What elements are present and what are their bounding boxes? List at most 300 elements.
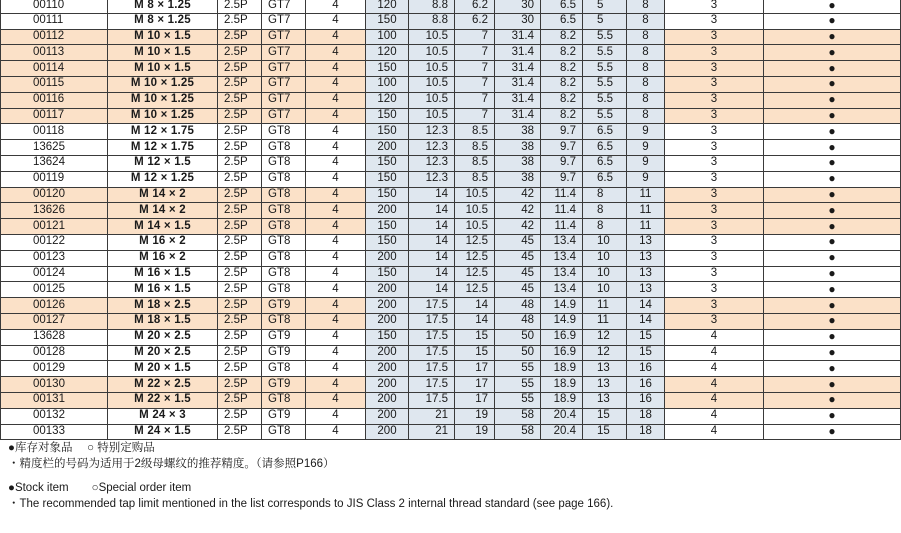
cell-flutes: 4 <box>306 108 366 124</box>
cell-grade: 3 <box>665 45 764 61</box>
cell-size: M 8 × 1.25 <box>108 13 218 29</box>
cell-dim-2: 6.2 <box>455 0 495 13</box>
cell-thread-length: 31.4 <box>495 76 541 92</box>
cell-shank: 5.5 <box>583 76 627 92</box>
cell-dim-2: 7 <box>455 29 495 45</box>
cell-code: 00115 <box>1 76 108 92</box>
cell-square: 11.4 <box>541 203 583 219</box>
cell-thread-length: 42 <box>495 219 541 235</box>
table-row <box>1 282 901 298</box>
cell-tolerance: GT8 <box>262 219 306 235</box>
cell-grade: 3 <box>665 29 764 45</box>
cell-length: 200 <box>366 361 409 377</box>
cell-square: 6.5 <box>541 13 583 29</box>
cell-length: 150 <box>366 171 409 187</box>
cell-length: 150 <box>366 61 409 77</box>
cell-square: 16.9 <box>541 345 583 361</box>
cell-dim-2: 7 <box>455 76 495 92</box>
cell-tolerance: GT7 <box>262 61 306 77</box>
cell-code: 00114 <box>1 61 108 77</box>
cell-code: 00125 <box>1 282 108 298</box>
cell-flutes: 4 <box>306 282 366 298</box>
cell-pitch: 2.5P <box>218 361 262 377</box>
cell-pitch: 2.5P <box>218 45 262 61</box>
cell-flute-length: 13 <box>627 266 665 282</box>
cell-stock: ● <box>764 171 901 187</box>
cell-grade: 3 <box>665 92 764 108</box>
table-row <box>1 408 901 424</box>
cell-length: 200 <box>366 345 409 361</box>
cell-code: 00111 <box>1 13 108 29</box>
cell-grade: 3 <box>665 187 764 203</box>
table-row <box>1 76 901 92</box>
cell-flutes: 4 <box>306 345 366 361</box>
cell-flute-length: 11 <box>627 203 665 219</box>
cell-thread-length: 38 <box>495 140 541 156</box>
cell-flutes: 4 <box>306 298 366 314</box>
cell-size: M 12 × 1.25 <box>108 171 218 187</box>
en-note: ・The recommended tap limit mentioned in the list corresponds to JIS Class 2 internal thread standard (see page 166). <box>8 498 614 510</box>
cell-thread-length: 38 <box>495 171 541 187</box>
cell-shank: 8 <box>583 187 627 203</box>
cell-length: 120 <box>366 0 409 13</box>
cell-thread-length: 31.4 <box>495 29 541 45</box>
cell-size: M 14 × 2 <box>108 203 218 219</box>
cell-grade: 3 <box>665 13 764 29</box>
cell-size: M 16 × 2 <box>108 234 218 250</box>
cell-thread-length: 50 <box>495 345 541 361</box>
cell-size: M 12 × 1.75 <box>108 140 218 156</box>
cell-flute-length: 18 <box>627 408 665 424</box>
cell-square: 9.7 <box>541 124 583 140</box>
cell-square: 8.2 <box>541 108 583 124</box>
cell-grade: 4 <box>665 345 764 361</box>
cn-note: ・精度栏的号码为适用于2级母螺纹的推荐精度。（请参照P166） <box>8 458 335 470</box>
cell-size: M 10 × 1.5 <box>108 45 218 61</box>
cell-code: 13628 <box>1 329 108 345</box>
cell-shank: 6.5 <box>583 171 627 187</box>
cell-square: 8.2 <box>541 76 583 92</box>
cell-square: 9.7 <box>541 171 583 187</box>
cell-grade: 3 <box>665 61 764 77</box>
table-row <box>1 171 901 187</box>
cell-stock: ● <box>764 250 901 266</box>
cell-code: 00133 <box>1 424 108 440</box>
cell-size: M 20 × 2.5 <box>108 329 218 345</box>
cell-flutes: 4 <box>306 329 366 345</box>
cell-dim-2: 15 <box>455 329 495 345</box>
cell-grade: 3 <box>665 155 764 171</box>
cell-thread-length: 45 <box>495 266 541 282</box>
cell-code: 13626 <box>1 203 108 219</box>
cell-length: 200 <box>366 298 409 314</box>
cell-square: 20.4 <box>541 408 583 424</box>
cell-length: 200 <box>366 282 409 298</box>
cell-flutes: 4 <box>306 140 366 156</box>
cell-square: 6.5 <box>541 0 583 13</box>
cell-dim-1: 10.5 <box>409 92 455 108</box>
cell-thread-length: 55 <box>495 377 541 393</box>
cell-flutes: 4 <box>306 187 366 203</box>
cell-tolerance: GT7 <box>262 92 306 108</box>
cell-dim-2: 8.5 <box>455 171 495 187</box>
table-row <box>1 219 901 235</box>
table-row <box>1 361 901 377</box>
cell-length: 200 <box>366 140 409 156</box>
cell-shank: 5.5 <box>583 29 627 45</box>
cell-flutes: 4 <box>306 313 366 329</box>
table-row <box>1 266 901 282</box>
cell-flute-length: 8 <box>627 61 665 77</box>
cell-thread-length: 55 <box>495 361 541 377</box>
cell-shank: 10 <box>583 282 627 298</box>
cell-stock: ● <box>764 0 901 13</box>
cell-stock: ● <box>764 203 901 219</box>
cell-dim-1: 12.3 <box>409 171 455 187</box>
cell-grade: 3 <box>665 140 764 156</box>
cell-shank: 13 <box>583 392 627 408</box>
cell-flute-length: 11 <box>627 219 665 235</box>
cell-thread-length: 31.4 <box>495 45 541 61</box>
table-row <box>1 13 901 29</box>
cell-dim-1: 17.5 <box>409 313 455 329</box>
cell-flute-length: 13 <box>627 234 665 250</box>
cell-flutes: 4 <box>306 76 366 92</box>
cell-stock: ● <box>764 329 901 345</box>
table-row <box>1 0 901 13</box>
cell-square: 8.2 <box>541 29 583 45</box>
cell-stock: ● <box>764 234 901 250</box>
cell-length: 150 <box>366 108 409 124</box>
cell-thread-length: 50 <box>495 329 541 345</box>
cell-dim-2: 7 <box>455 92 495 108</box>
cell-flutes: 4 <box>306 392 366 408</box>
cell-dim-1: 12.3 <box>409 155 455 171</box>
cell-grade: 3 <box>665 266 764 282</box>
cell-tolerance: GT8 <box>262 392 306 408</box>
cell-size: M 16 × 1.5 <box>108 266 218 282</box>
cell-dim-1: 10.5 <box>409 45 455 61</box>
cell-flutes: 4 <box>306 29 366 45</box>
cell-dim-2: 7 <box>455 108 495 124</box>
cell-code: 00122 <box>1 234 108 250</box>
cell-dim-1: 12.3 <box>409 124 455 140</box>
cell-dim-1: 14 <box>409 187 455 203</box>
table-row <box>1 61 901 77</box>
cell-stock: ● <box>764 392 901 408</box>
cell-stock: ● <box>764 266 901 282</box>
cell-thread-length: 45 <box>495 234 541 250</box>
cell-flutes: 4 <box>306 361 366 377</box>
cell-pitch: 2.5P <box>218 171 262 187</box>
cell-thread-length: 42 <box>495 203 541 219</box>
cell-code: 00124 <box>1 266 108 282</box>
cell-pitch: 2.5P <box>218 377 262 393</box>
en-legend: ●Stock item ○Special order item <box>8 482 192 494</box>
cell-shank: 12 <box>583 329 627 345</box>
cell-flutes: 4 <box>306 377 366 393</box>
cell-size: M 20 × 2.5 <box>108 345 218 361</box>
cell-square: 13.4 <box>541 282 583 298</box>
cell-pitch: 2.5P <box>218 124 262 140</box>
cell-dim-1: 12.3 <box>409 140 455 156</box>
cell-dim-1: 17.5 <box>409 392 455 408</box>
cell-square: 16.9 <box>541 329 583 345</box>
cell-stock: ● <box>764 61 901 77</box>
cell-square: 14.9 <box>541 298 583 314</box>
cell-shank: 10 <box>583 250 627 266</box>
cell-dim-2: 12.5 <box>455 266 495 282</box>
cell-square: 18.9 <box>541 377 583 393</box>
cell-shank: 5.5 <box>583 61 627 77</box>
cell-tolerance: GT8 <box>262 187 306 203</box>
cell-pitch: 2.5P <box>218 76 262 92</box>
cell-dim-2: 10.5 <box>455 203 495 219</box>
cell-tolerance: GT7 <box>262 0 306 13</box>
cell-grade: 4 <box>665 424 764 440</box>
cell-dim-2: 7 <box>455 45 495 61</box>
cell-code: 00132 <box>1 408 108 424</box>
table-row <box>1 345 901 361</box>
cell-tolerance: GT7 <box>262 108 306 124</box>
cell-length: 200 <box>366 377 409 393</box>
cell-dim-2: 15 <box>455 345 495 361</box>
table-row <box>1 108 901 124</box>
cell-square: 13.4 <box>541 250 583 266</box>
cell-code: 00117 <box>1 108 108 124</box>
cell-flute-length: 11 <box>627 187 665 203</box>
cell-square: 8.2 <box>541 92 583 108</box>
cell-grade: 3 <box>665 298 764 314</box>
cell-shank: 12 <box>583 345 627 361</box>
cell-stock: ● <box>764 92 901 108</box>
cell-pitch: 2.5P <box>218 203 262 219</box>
cell-grade: 3 <box>665 0 764 13</box>
table-row <box>1 140 901 156</box>
cell-square: 20.4 <box>541 424 583 440</box>
cell-length: 120 <box>366 45 409 61</box>
cell-tolerance: GT9 <box>262 329 306 345</box>
table-row <box>1 29 901 45</box>
cell-grade: 3 <box>665 171 764 187</box>
cell-size: M 12 × 1.5 <box>108 155 218 171</box>
cell-flutes: 4 <box>306 203 366 219</box>
cell-dim-2: 14 <box>455 298 495 314</box>
cell-dim-2: 10.5 <box>455 187 495 203</box>
cell-grade: 3 <box>665 282 764 298</box>
cell-flute-length: 9 <box>627 140 665 156</box>
cell-square: 8.2 <box>541 45 583 61</box>
cell-shank: 5.5 <box>583 108 627 124</box>
cell-code: 00127 <box>1 313 108 329</box>
cell-thread-length: 30 <box>495 0 541 13</box>
cell-grade: 3 <box>665 108 764 124</box>
cell-stock: ● <box>764 29 901 45</box>
cell-grade: 3 <box>665 313 764 329</box>
cell-code: 00126 <box>1 298 108 314</box>
cell-pitch: 2.5P <box>218 0 262 13</box>
cell-flute-length: 8 <box>627 92 665 108</box>
cell-pitch: 2.5P <box>218 282 262 298</box>
table-row <box>1 329 901 345</box>
cell-code: 00123 <box>1 250 108 266</box>
cell-pitch: 2.5P <box>218 108 262 124</box>
cell-code: 00121 <box>1 219 108 235</box>
cell-stock: ● <box>764 76 901 92</box>
cell-flutes: 4 <box>306 155 366 171</box>
cell-size: M 22 × 2.5 <box>108 377 218 393</box>
cell-size: M 18 × 2.5 <box>108 298 218 314</box>
cell-length: 150 <box>366 266 409 282</box>
cell-dim-1: 14 <box>409 203 455 219</box>
cell-shank: 15 <box>583 424 627 440</box>
cell-length: 200 <box>366 408 409 424</box>
cell-dim-1: 14 <box>409 266 455 282</box>
cell-stock: ● <box>764 124 901 140</box>
cell-size: M 22 × 1.5 <box>108 392 218 408</box>
cell-dim-2: 7 <box>455 61 495 77</box>
cell-flutes: 4 <box>306 424 366 440</box>
cell-square: 11.4 <box>541 187 583 203</box>
cell-size: M 18 × 1.5 <box>108 313 218 329</box>
cell-dim-2: 19 <box>455 424 495 440</box>
cell-flute-length: 8 <box>627 29 665 45</box>
cell-stock: ● <box>764 377 901 393</box>
cell-dim-2: 10.5 <box>455 219 495 235</box>
cell-shank: 11 <box>583 313 627 329</box>
cell-shank: 10 <box>583 266 627 282</box>
cell-dim-2: 12.5 <box>455 234 495 250</box>
cell-length: 150 <box>366 234 409 250</box>
cell-tolerance: GT8 <box>262 234 306 250</box>
cell-code: 00129 <box>1 361 108 377</box>
cell-shank: 6.5 <box>583 124 627 140</box>
cell-flutes: 4 <box>306 266 366 282</box>
cell-stock: ● <box>764 282 901 298</box>
cell-thread-length: 31.4 <box>495 61 541 77</box>
cell-code: 00112 <box>1 29 108 45</box>
cell-flutes: 4 <box>306 219 366 235</box>
table-row <box>1 92 901 108</box>
cell-code: 00130 <box>1 377 108 393</box>
cell-flute-length: 14 <box>627 313 665 329</box>
cell-tolerance: GT7 <box>262 45 306 61</box>
table-row <box>1 45 901 61</box>
table-row <box>1 234 901 250</box>
cell-thread-length: 58 <box>495 408 541 424</box>
cell-shank: 5 <box>583 13 627 29</box>
cell-pitch: 2.5P <box>218 13 262 29</box>
cell-flute-length: 16 <box>627 377 665 393</box>
cell-dim-1: 10.5 <box>409 29 455 45</box>
cell-square: 13.4 <box>541 266 583 282</box>
cell-length: 200 <box>366 250 409 266</box>
cell-dim-1: 10.5 <box>409 76 455 92</box>
cell-flute-length: 15 <box>627 329 665 345</box>
cell-stock: ● <box>764 424 901 440</box>
cell-length: 150 <box>366 187 409 203</box>
cell-tolerance: GT7 <box>262 13 306 29</box>
cell-square: 18.9 <box>541 361 583 377</box>
cell-dim-1: 10.5 <box>409 108 455 124</box>
cell-flute-length: 8 <box>627 0 665 13</box>
cell-size: M 24 × 3 <box>108 408 218 424</box>
cell-length: 200 <box>366 424 409 440</box>
table-row <box>1 392 901 408</box>
cell-flute-length: 8 <box>627 108 665 124</box>
cell-size: M 10 × 1.25 <box>108 76 218 92</box>
cell-dim-1: 8.8 <box>409 0 455 13</box>
cell-flute-length: 9 <box>627 155 665 171</box>
cell-length: 150 <box>366 329 409 345</box>
cell-dim-1: 17.5 <box>409 361 455 377</box>
cell-flutes: 4 <box>306 234 366 250</box>
cell-stock: ● <box>764 108 901 124</box>
cell-thread-length: 55 <box>495 392 541 408</box>
cell-tolerance: GT8 <box>262 140 306 156</box>
cell-tolerance: GT8 <box>262 266 306 282</box>
cell-code: 00119 <box>1 171 108 187</box>
cell-grade: 3 <box>665 76 764 92</box>
cell-stock: ● <box>764 140 901 156</box>
cell-tolerance: GT8 <box>262 313 306 329</box>
cell-tolerance: GT8 <box>262 424 306 440</box>
cell-grade: 4 <box>665 392 764 408</box>
cell-thread-length: 45 <box>495 282 541 298</box>
cell-dim-2: 12.5 <box>455 250 495 266</box>
cell-tolerance: GT8 <box>262 203 306 219</box>
cell-square: 11.4 <box>541 219 583 235</box>
cell-stock: ● <box>764 155 901 171</box>
cell-flutes: 4 <box>306 250 366 266</box>
cell-tolerance: GT8 <box>262 250 306 266</box>
cell-pitch: 2.5P <box>218 329 262 345</box>
cell-code: 00131 <box>1 392 108 408</box>
cell-pitch: 2.5P <box>218 392 262 408</box>
cell-code: 13624 <box>1 155 108 171</box>
cell-length: 150 <box>366 124 409 140</box>
cell-pitch: 2.5P <box>218 219 262 235</box>
cell-dim-1: 14 <box>409 219 455 235</box>
cn-legend: ●库存对象品 ○ 特别定购品 <box>8 442 155 454</box>
cell-dim-2: 6.2 <box>455 13 495 29</box>
cell-grade: 3 <box>665 124 764 140</box>
cell-stock: ● <box>764 13 901 29</box>
cell-tolerance: GT7 <box>262 76 306 92</box>
cell-shank: 6.5 <box>583 140 627 156</box>
cell-flutes: 4 <box>306 124 366 140</box>
cell-length: 150 <box>366 155 409 171</box>
cell-dim-1: 21 <box>409 424 455 440</box>
cell-dim-1: 17.5 <box>409 329 455 345</box>
cell-size: M 14 × 1.5 <box>108 219 218 235</box>
cell-pitch: 2.5P <box>218 61 262 77</box>
cell-dim-2: 14 <box>455 313 495 329</box>
cell-shank: 5 <box>583 0 627 13</box>
cell-pitch: 2.5P <box>218 424 262 440</box>
cell-stock: ● <box>764 187 901 203</box>
cell-pitch: 2.5P <box>218 92 262 108</box>
cell-square: 13.4 <box>541 234 583 250</box>
cell-tolerance: GT8 <box>262 361 306 377</box>
table-row <box>1 187 901 203</box>
cell-dim-1: 14 <box>409 250 455 266</box>
cell-shank: 6.5 <box>583 155 627 171</box>
cell-grade: 3 <box>665 219 764 235</box>
cell-flute-length: 14 <box>627 298 665 314</box>
cell-stock: ● <box>764 345 901 361</box>
table-row <box>1 250 901 266</box>
